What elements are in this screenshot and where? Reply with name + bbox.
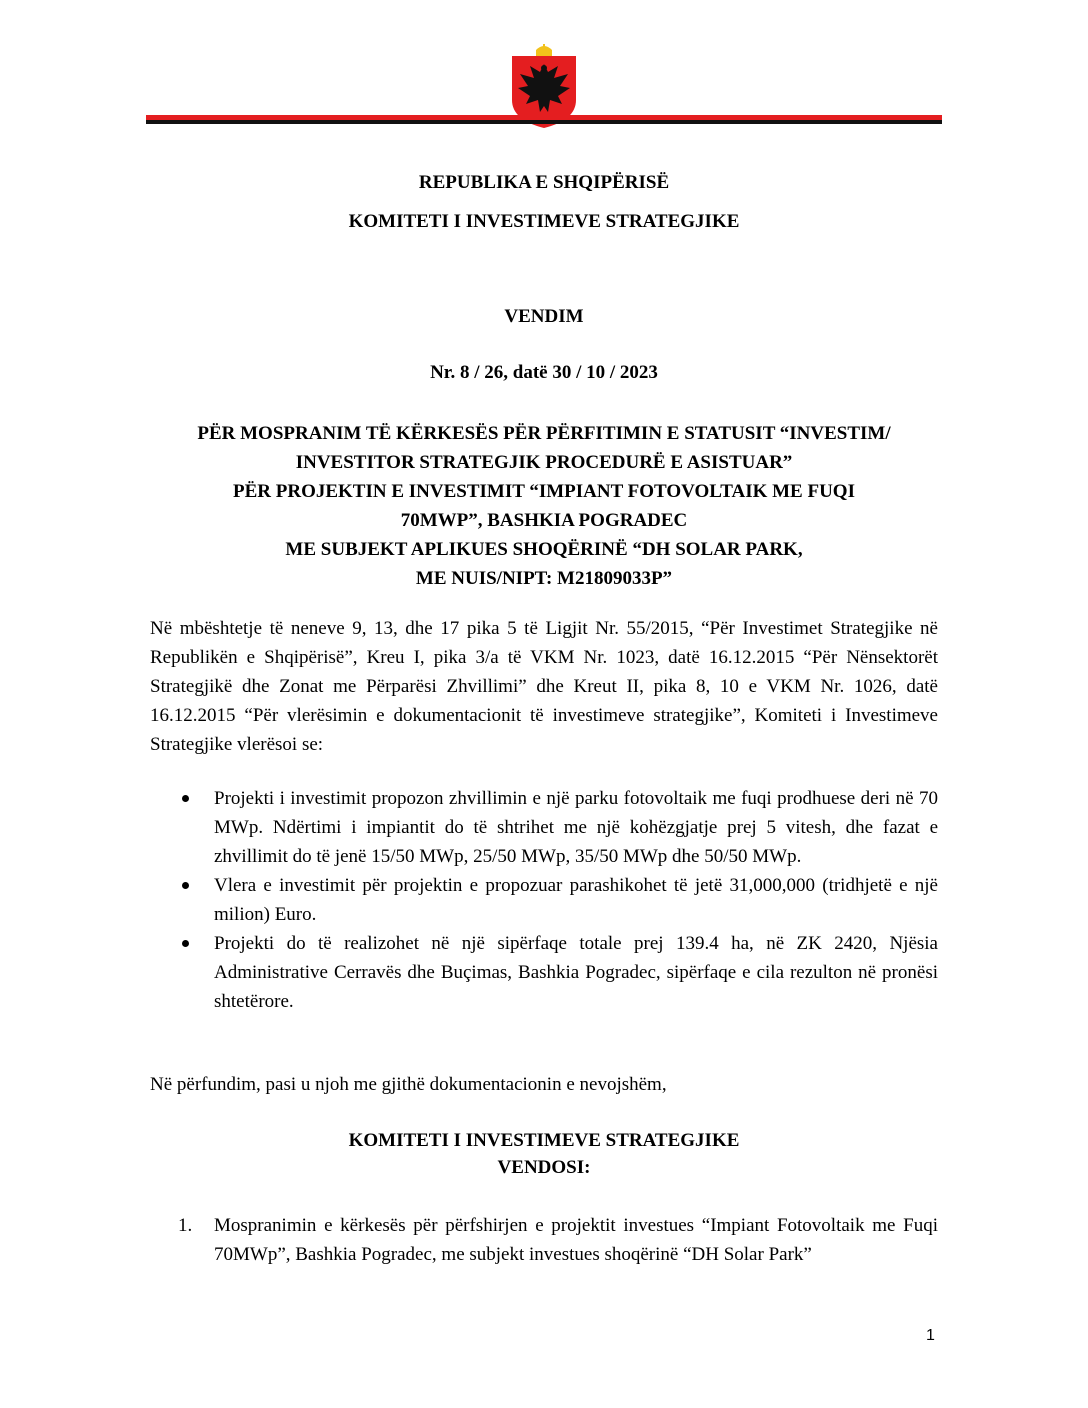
legal-basis-paragraph: Në mbështetje të neneve 9, 13, dhe 17 pika 5 të Ligjit Nr. 55/2015, “Për Investimet Strategjike në Republikën e Shqipërisë”, Kreu I, pika 3/a të VKM Nr. 1023, datë 16.12.2015 “Për Nënsektorët Strategjikë dhe Zonat me Përparësi Zhvillimi” dhe Kreut II, pika 8, 10 e VKM Nr. 1026, datë 16.12.2015 “Për vlerësimin e dokumentacionit të investimeve strategjike”, Komiteti i Investimeve Strategjike vlerësoi se: [150,618,938,755]
republic-heading: REPUBLIKA E SHQIPËRISË [418,172,670,193]
list-item-text: Projekti do të realizohet në një sipërfaqe totale prej 139.4 ha, në ZK 2420, Njësia Administrative Cerravës dhe Buçimas, Bashkia Pogradec, sipërfaqe e cila rezulton në pronësi shtetërore. [214,933,938,1012]
bullet-icon [182,795,189,802]
committee-decides-block [140,1127,948,1181]
decision-subject [120,419,968,593]
list-item [150,871,938,929]
bullet-icon [182,940,189,947]
list-item [150,784,938,871]
assessment-list [150,784,938,1016]
list-item-text: Projekti i investimit propozon zhvillimin e një parku fotovoltaik me fuqi prodhuese deri në 70 MWp. Ndërtimi i impiantit do të shtrihet me një kohëzgjatje prej 5 vitesh, dhe fazat e zhvillimit do të jenë 15/50 MWp, 25/50 MWp, 35/50 MWp dhe 50/50 MWp. [214,788,938,867]
decision-item-number: 1. [178,1215,193,1236]
subject-line: INVESTITOR STRATEGJIK PROCEDURË E ASISTUAR” [295,452,793,473]
committee-name: KOMITETI I INVESTIMEVE STRATEGJIKE [348,1130,740,1151]
committee-verb: VENDOSI: [497,1157,591,1178]
decision-item-text: Mospranimin e kërkesës për përfshirjen e projektit investues “Impiant Fotovoltaik me Fuqi 70MWp”, Bashkia Pogradec, me subjekt investues shoqërinë “DH Solar Park” [214,1215,938,1265]
committee-heading: KOMITETI I INVESTIMEVE STRATEGJIKE [348,211,740,232]
conclusion-paragraph: Në përfundim, pasi u njoh me gjithë dokumentacionin e nevojshëm, [150,1074,667,1095]
subject-line: PËR MOSPRANIM TË KËRKESËS PËR PËRFITIMIN E STATUSIT “INVESTIM/ [197,423,891,444]
decision-title: VENDIM [504,306,584,327]
decision-item [150,1211,938,1269]
decision-list [150,1211,938,1269]
list-item [150,929,938,1016]
decision-number: Nr. 8 / 26, datë 30 / 10 / 2023 [430,362,658,383]
subject-line: 70MWP”, BASHKIA POGRADEC [400,510,688,531]
subject-line: PËR PROJEKTIN E INVESTIMIT “IMPIANT FOTOVOLTAIK ME FUQI [233,481,855,502]
list-item-text: Vlera e investimit për projektin e propozuar parashikohet të jetë 31,000,000 (tridhjetë e një milion) Euro. [214,875,938,925]
bullet-icon [182,882,189,889]
header-rule-black [146,120,942,124]
subject-line: ME NUIS/NIPT: M21809033P” [415,568,673,589]
page-number: 1 [926,1327,935,1344]
subject-line: ME SUBJEKT APLIKUES SHOQËRINË “DH SOLAR PARK, [285,539,803,560]
